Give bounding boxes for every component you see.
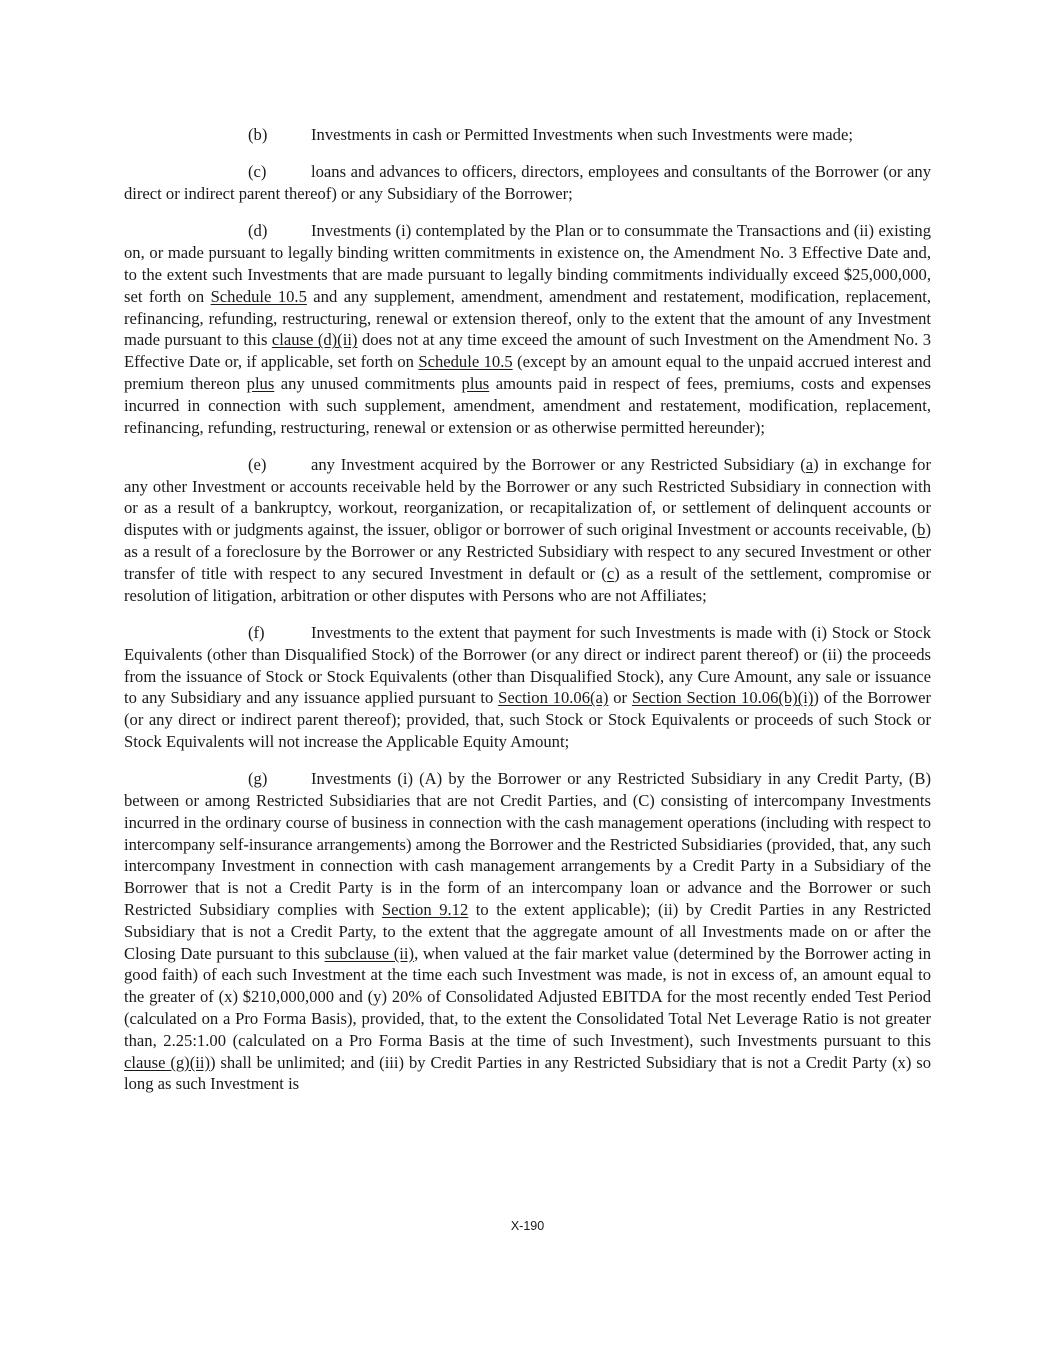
- text-segment: does not at any time exceed the amount of such Investment on the Amendment No. 3 Effective Date or, if applicable, set forth on: [124, 330, 931, 372]
- text-segment: to the extent applicable); (ii) by Credit Parties in any Restricted Subsidiary that is not a Credit Party, to the extent that the aggregate amount of all Investments made on or after the Closing Date pursuant to this: [124, 900, 931, 963]
- text-segment: ) as a result of the settlement, compromise or resolution of litigation, arbitration or other disputes with Persons who are not Affiliates;: [124, 563, 932, 605]
- sub-item-marker: c: [606, 563, 615, 583]
- text-segment: and any supplement, amendment, amendment and restatement, modification, replacement, refinancing, refunding, restructuring, renewal or extension thereof, only to the extent that the amount of any Investment made pursuant to this: [124, 286, 932, 350]
- page-number: X-190: [510, 1219, 545, 1233]
- paragraph-label: (g): [248, 769, 268, 789]
- text-segment: or: [608, 688, 632, 708]
- cross-reference-clause-d-ii: clause (d)(ii): [271, 330, 358, 350]
- text-segment: Investments (i) (A) by the Borrower or any Restricted Subsidiary in any Credit Party, (B) between or among Restricted Subsidiaries that are not Credit Parties, and (C) consisting of intercompany Investments incurred in the ordinary course of business in connection with the cash management operations (including with respect to intercompany self-insurance arrangements) among the Borrower and the Restricted Subsidiaries (provided, that, any such intercompany Investment in connection with cash management arrangements by a Credit Party in a Subsidiary of the Borrower that is not a Credit Party is in the form of an intercompany loan or advance and the Borrower or such Restricted Subsidiary complies with: [124, 769, 931, 919]
- emphasis-plus: plus: [461, 373, 490, 393]
- cross-reference-schedule-10-5: Schedule 10.5: [418, 352, 513, 372]
- paragraph-c: [124, 161, 931, 205]
- paragraph-label: (f): [248, 622, 265, 642]
- paragraph-e: [124, 454, 931, 607]
- paragraph-f: [124, 622, 931, 753]
- cross-reference-section-10-06-a: Section 10.06(a): [498, 688, 609, 708]
- text-segment: (except by an amount equal to the unpaid accrued interest and premium thereon: [124, 352, 931, 393]
- text-segment: ) as a result of a foreclosure by the Borrower or any Restricted Subsidiary with respect to any secured Investment or other transfer of title with respect to any secured Investment in default or (: [124, 520, 931, 583]
- text-segment: loans and advances to officers, directors, employees and consultants of the Borrower (or any direct or indirect parent thereof) or any Subsidiary of the Borrower;: [124, 162, 931, 204]
- text-segment: , when valued at the fair market value (determined by the Borrower acting in good faith) of each such Investment at the time each such Investment was made, is not in excess of, an amount equal to the greater of (x) $210,000,000 and (y) 20% of Consolidated Adjusted EBITDA for the most recently ended Test Period (calculated on a Pro Forma Basis), provided, that, to the extent the Consolidated Total Net Leverage Ratio is not greater than, 2.25:1.00 (calculated on a Pro Forma Basis at the time of such Investment), such Investments pursuant to this: [124, 943, 931, 1050]
- paragraph-b: [124, 124, 931, 146]
- paragraph-label: (d): [248, 221, 268, 241]
- cross-reference-section-9-12: Section 9.12: [381, 900, 469, 919]
- paragraph-label: (c): [248, 162, 267, 182]
- emphasis-plus: plus: [246, 373, 275, 393]
- text-segment: ) in exchange for any other Investment or accounts receivable held by the Borrower or any such Restricted Subsidiary in connection with or as a result of a bankruptcy, workout, reorganization, or recapitalization of, or settlement of delinquent accounts or disputes with or judgments against, the issuer, obligor or borrower of such original Investment or accounts receivable, (: [124, 454, 931, 540]
- sub-item-marker: a: [805, 454, 814, 474]
- paragraph-g: [124, 768, 931, 1095]
- paragraph-label: (b): [248, 125, 268, 144]
- text-segment: Investments in cash or Permitted Investments when such Investments were made;: [311, 125, 853, 144]
- text-segment: ) of the Borrower (or any direct or indirect parent thereof); provided, that, such Stock or Stock Equivalents or proceeds of such Stock or Stock Equivalents will not increase the Applicable Equity Amount;: [124, 688, 931, 751]
- cross-reference-clause-g-ii: clause (g)(ii): [124, 1052, 210, 1072]
- text-segment: any unused commitments: [274, 373, 462, 393]
- paragraph-d: [124, 220, 931, 438]
- cross-reference-section-10-06-b-i: Section Section 10.06(b)(i): [631, 688, 814, 708]
- paragraph-label: (e): [248, 454, 267, 474]
- cross-reference-schedule-10-5: Schedule 10.5: [210, 286, 307, 306]
- text-segment: amounts paid in respect of fees, premiums, costs and expenses incurred in connection with such supplement, amendment, amendment and restatement, modification, replacement, refinancing, refunding, restructuring, renewal or extension or as otherwise permitted hereunder);: [124, 373, 931, 437]
- text-segment: Investments (i) contemplated by the Plan or to consummate the Transactions and (ii) existing on, or made pursuant to legally binding written commitments in existence on, the Amendment No. 3 Effective Date and, to the extent such Investments that are made pursuant to legally binding commitments individually exceed $25,000,000, set forth on: [124, 221, 931, 306]
- document-body: [124, 124, 931, 1111]
- text-segment: Investments to the extent that payment for such Investments is made with (i) Stock or Stock Equivalents (other than Disqualified Stock) of the Borrower (or any direct or indirect parent thereof) or (ii) the proceeds from the issuance of Stock or Stock Equivalents (other than Disqualified Stock), any Cure Amount, any sale or issuance to any Subsidiary and any issuance applied pursuant to: [124, 622, 931, 708]
- text-segment: ) shall be unlimited; and (iii) by Credit Parties in any Restricted Subsidiary that is not a Credit Party (x) so long as such Investment is: [124, 1052, 931, 1094]
- sub-item-marker: b: [917, 520, 926, 540]
- cross-reference-subclause-ii: subclause (ii): [324, 943, 415, 963]
- text-segment: any Investment acquired by the Borrower or any Restricted Subsidiary (: [311, 454, 806, 474]
